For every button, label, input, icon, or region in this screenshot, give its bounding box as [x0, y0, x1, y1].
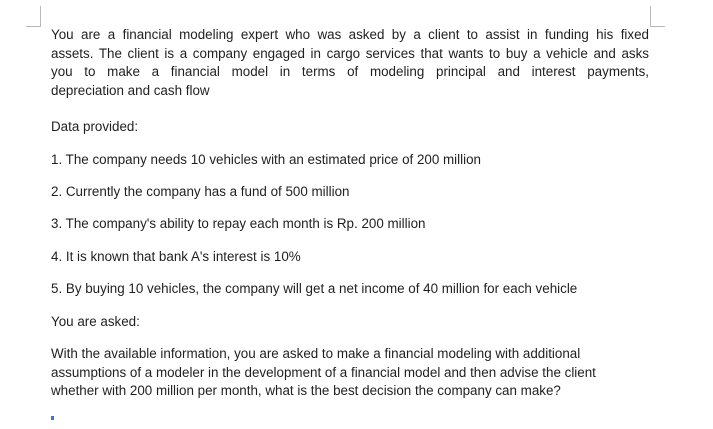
- intro-paragraph[interactable]: [51, 26, 649, 100]
- question-paragraph[interactable]: [51, 345, 649, 401]
- margin-mark-top-left: [26, 6, 41, 27]
- text-cursor: [51, 416, 54, 420]
- intro-line: assets. The client is a company engaged in cargo services that wants to buy a vehicle and asks: [51, 45, 649, 61]
- data-provided-heading: Data provided:: [51, 119, 139, 134]
- margin-mark-top-right: [650, 6, 665, 27]
- question-line: assumptions of a modeler in the development of a financial model and then advise the client: [51, 364, 596, 380]
- you-are-asked-heading: You are asked:: [51, 314, 140, 329]
- intro-line: depreciation and cash flow: [51, 82, 210, 98]
- question-line: With the available information, you are asked to make a financial modeling with additional: [51, 346, 581, 361]
- intro-line: you to make a financial model in terms of modeling principal and interest payments,: [51, 64, 649, 80]
- list-item: 2. Currently the company has a fund of 500 million: [51, 184, 350, 199]
- intro-line: You are a financial modeling expert who was asked by a client to assist in funding his fixed: [51, 27, 649, 42]
- list-item: 4. It is known that bank A's interest is 10%: [51, 249, 301, 264]
- list-item: 5. By buying 10 vehicles, the company will get a net income of 40 million for each vehicle: [51, 281, 578, 296]
- list-item: 1. The company needs 10 vehicles with an estimated price of 200 million: [51, 152, 481, 167]
- question-line: whether with 200 million per month, what is the best decision the company can make?: [51, 383, 561, 399]
- list-item: 3. The company's ability to repay each month is Rp. 200 million: [51, 216, 426, 231]
